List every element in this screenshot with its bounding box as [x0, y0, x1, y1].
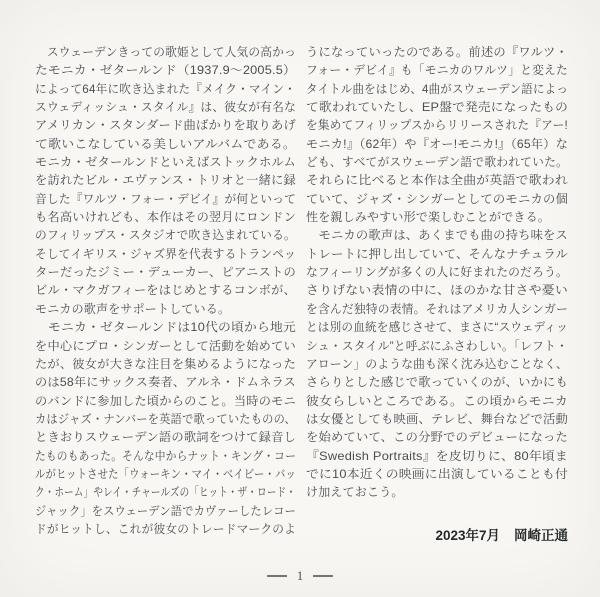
text-line: ク・ホーム」やレイ・チャールズの「ヒット・ザ・ロード・: [35, 485, 296, 500]
text-line: うになっていったのである。前述の『ワルツ・: [306, 45, 568, 59]
text-line: 『Swedish Portraits』を皮切りに、80年頃ま: [306, 448, 568, 463]
text-line: ていて、ジャズ・シンガーとしてのモニカの個: [306, 191, 568, 206]
text-line: モニカの歌声は、あくまでも曲の持ち味をス: [306, 228, 568, 243]
page-number: 1: [296, 568, 304, 583]
text-line: も名高いけれども、本作はその翌月にロンドン: [35, 210, 296, 225]
text-line: たモニカ・ゼタールンド（1937.9～2005.5）: [35, 63, 296, 78]
text-line: さらりとした感じで歌っていくのが、いかにも: [306, 375, 568, 390]
footer-dash-right: [313, 575, 333, 577]
text-line: トレートに押し出していて、そんなナチュラル: [306, 246, 568, 261]
text-line: でに10本近くの映画に出演していることも付: [306, 466, 568, 481]
text-line: モニカの歌声をサポートしている。: [35, 301, 231, 316]
text-line: そしてイギリス・ジャズ界を代表するトランペッ: [35, 246, 296, 261]
text-line: ターだったジミー・デューカー、ピアニストの: [35, 265, 296, 280]
byline-date: 2023年7月: [435, 528, 500, 543]
text-line: ときおりスウェーデン語の歌詞をつけて録音し: [35, 430, 296, 445]
text-line: 性を親しみやすい形で楽しむことができる。: [306, 210, 551, 225]
text-line: たが、彼女が大きな注目を集めるようになった: [35, 356, 296, 371]
text-line: によって64年に吹き込まれた『メイク・マイン・: [35, 81, 296, 96]
text-line: ビル・マクガフィーをはじめとするコンボが、: [35, 283, 296, 298]
text-column-left: [35, 43, 296, 538]
text-line: モニカ・ゼタールンドは10代の頃から地元: [35, 320, 296, 335]
footer-dash-left: [267, 575, 287, 577]
text-line: を中心にプロ・シンガーとして活動を始めてい: [35, 338, 296, 353]
text-line: 彼女らしいところである。この頃からモニカ: [306, 393, 568, 408]
text-line: スウェーデンきっての歌姫として人気の高かっ: [35, 45, 296, 59]
text-column-right: [306, 43, 568, 502]
byline: [435, 524, 568, 544]
text-line: スウェディッシュ・スタイル』は、彼女が有名な: [35, 100, 296, 115]
text-line: アメリカン・スタンダード曲ばかりを取りあげ: [35, 118, 296, 133]
text-line: モニカ!』（62年）や『オー!モニカ!』（65年）な: [306, 136, 568, 151]
page-footer: [0, 567, 600, 585]
text-line: アローン」のような曲も深く沈み込むことなく、: [306, 356, 568, 371]
text-line: フォー・デビイ』も「モニカのワルツ」と変えた: [306, 63, 568, 78]
text-line: ルがヒットさせた「ウォーキン・マイ・ベイビー・バッ: [35, 466, 296, 481]
text-line: て歌われていたし、EP盤で発売になったもの: [306, 100, 568, 115]
text-line: け加えておこう。: [306, 485, 404, 500]
text-line: のバンドに参加した頃からのこと。当時のモニ: [35, 393, 296, 408]
text-line: て歌いこなしている美しいアルバムである。: [35, 136, 296, 151]
text-line: を含んだ独特の表情。それはアメリカ人シンガー: [306, 301, 568, 316]
text-line: ドがヒットし、これが彼女のトレードマークのよ: [35, 521, 296, 536]
text-line: 音した『ワルツ・フォー・デビイ』が何といって: [35, 191, 296, 206]
text-line: ども、すべてがスウェーデン語で歌われていた。: [306, 155, 568, 170]
text-line: カはジャズ・ナンバーを英語で歌っていたものの、: [35, 411, 296, 426]
text-line: それらに比べると本作は全曲が英語で歌われ: [306, 173, 568, 188]
text-line: シュ・スタイル”と呼ぶにふさわしい。「レフト・: [306, 338, 568, 353]
text-line: は女優としても映画、テレビ、舞台などで活動: [306, 411, 568, 426]
text-line: を始めていて、この分野でのデビューになった: [306, 430, 568, 445]
text-line: さりげない表情の中に、ほのかな甘さや憂い: [306, 283, 568, 298]
text-line: を訪れたビル・エヴァンス・トリオと一緒に録: [35, 173, 296, 188]
text-line: タイトル曲をはじめ、4曲がスウェーデン語によっ: [306, 81, 568, 96]
text-line: モニカ・ゼタールンドといえばストックホルム: [35, 155, 296, 170]
text-line: とは別の血統を感じさせて、まさに“スウェディッ: [306, 320, 568, 335]
text-line: たものもあった。そんな中からナット・キング・コー: [35, 448, 296, 463]
text-line: のフィリップス・スタジオで吹き込まれている。: [35, 228, 296, 243]
byline-author: 岡崎正通: [514, 528, 568, 543]
text-line: なフィーリングが多くの人に好まれたのだろう。: [306, 265, 568, 280]
text-line: ジャック」をスウェーデン語でカヴァーしたレコー: [35, 503, 296, 518]
text-line: のは58年にサックス奏者、アルネ・ドムネラス: [35, 375, 296, 390]
text-line: を集めてフィリップスからリリースされた『アー!: [306, 118, 568, 133]
